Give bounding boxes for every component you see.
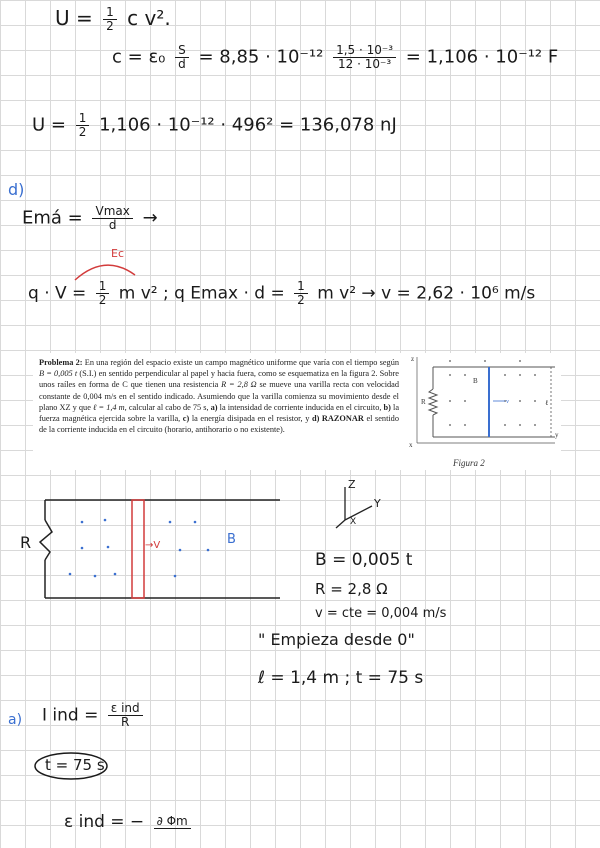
- problem-statement: [33, 353, 561, 470]
- formula-b: B = 0,005 t: [39, 369, 78, 379]
- fraction-area-distance: $\frac{\text{1,5 · 10⁻³}}{\text{12 · 10⁻³}}$: [333, 44, 396, 71]
- given-b: B = 0,005 t: [315, 550, 413, 570]
- question-a: a): [210, 402, 218, 412]
- fraction-s-over-d: $\frac{S}{d}$: [175, 44, 189, 71]
- fraction-flux-derivative: ∂ Φm: [154, 815, 191, 829]
- given-start: " Empieza desde 0": [258, 630, 415, 649]
- energy-calc-lhs: U =: [32, 114, 66, 136]
- fig-label-r: R: [421, 398, 426, 406]
- epsilon-symbol: ε₀: [148, 46, 166, 68]
- figure-2: [405, 353, 561, 470]
- energy-rhs: c v².: [127, 6, 171, 31]
- emf-derivative-formula: [64, 812, 195, 832]
- sketch-v-label: →V: [145, 540, 161, 551]
- fig-label-y: y: [555, 431, 559, 439]
- charge-voltage: q · V =: [28, 283, 87, 304]
- field-formula: [22, 205, 158, 232]
- capacitance-lhs: c =: [112, 46, 143, 68]
- given-v: v = cte = 0,004 m/s: [315, 606, 447, 621]
- given-r: R = 2,8 Ω: [315, 580, 388, 598]
- sketch-b-label: B: [227, 532, 236, 547]
- ec-label: Ec: [111, 247, 124, 260]
- part-d-label: d): [8, 180, 25, 199]
- question-b-text: la fuerza magnética ejercida sobre la varilla,: [39, 402, 400, 424]
- axis-x-label: X: [350, 517, 357, 527]
- epsilon-value: = 8,85 · 10⁻¹²: [198, 46, 324, 68]
- emf-lhs: ε ind = −: [64, 812, 145, 832]
- problem-title: Problema 2:: [39, 358, 83, 367]
- question-a-text: la intensidad de corriente inducida en el circuito,: [217, 402, 384, 412]
- problem-body-1: En una región del espacio existe un campo magnético uniforme que varía con el tiempo según: [82, 358, 399, 367]
- axis-z-label: Z: [348, 478, 356, 491]
- problem-body-4: , calcular al cabo de 75 s,: [124, 402, 211, 412]
- question-d-text: el sentido de la corriente inducida en el circuito (horario, antihorario o no existente).: [39, 414, 399, 435]
- formula-l: ℓ = 1,4 m: [92, 402, 125, 412]
- capacitance-formula: [112, 44, 558, 71]
- fig-label-z: z: [411, 355, 415, 363]
- field-lhs: Emá =: [22, 207, 83, 229]
- circled-time: t = 75 s: [45, 756, 105, 774]
- part-a-label: a): [8, 712, 23, 728]
- fraction-emf-over-r: $\frac{\text{ε ind}}{R}$: [108, 702, 143, 729]
- given-l-t: ℓ = 1,4 m ; t = 75 s: [258, 668, 424, 688]
- induced-current-lhs: I ind =: [42, 705, 99, 726]
- question-d: d) RAZONAR: [311, 414, 364, 424]
- question-c: c): [182, 414, 190, 424]
- fraction-v-over-d: $\frac{Vmax}{d}$: [92, 205, 132, 232]
- problem-body-3: se mueve una varilla recta con velocidad constante de 0,004 m/s en el sentido indicado. Asumiendo que la varilla comienza su movimiento desde el plano XZ y que: [39, 380, 399, 412]
- fraction-half-2: $\frac{1}{2}$: [76, 112, 90, 139]
- energy-calc-rhs: 1,106 · 10⁻¹² · 496² = 136,078 nJ: [99, 114, 397, 136]
- fig-label-b: B: [473, 377, 478, 385]
- axes-sketch: [330, 482, 390, 532]
- formula-r: R = 2,8 Ω: [221, 380, 257, 390]
- induced-current-formula: [42, 702, 147, 729]
- arrow-symbol: →: [142, 207, 158, 229]
- fig-label-l: ℓ: [545, 399, 549, 407]
- velocity-result: m v² → v = 2,62 · 10⁶ m/s: [317, 283, 536, 304]
- kinetic-mid: m v² ; q Emax · d =: [118, 283, 285, 304]
- capacitance-result: = 1,106 · 10⁻¹² F: [405, 46, 559, 68]
- axis-y-label: Y: [374, 497, 381, 510]
- figure-caption: Figura 2: [453, 458, 485, 468]
- question-b: b): [383, 402, 391, 412]
- fraction-half-4: $\frac{1}{2}$: [294, 280, 308, 307]
- problem-text: [39, 357, 399, 435]
- figure-2-diagram: [405, 353, 561, 470]
- fraction-half-3: $\frac{1}{2}$: [96, 280, 110, 307]
- kinetic-energy-equation: [28, 280, 535, 307]
- fraction-half: $\frac{1}{2}$: [103, 6, 117, 33]
- energy-lhs: U =: [55, 6, 93, 31]
- energy-calculation: [32, 112, 397, 139]
- question-c-text: la energía disipada en el resistor, y: [189, 414, 312, 424]
- problem-body-2: (S.I.) en sentido perpendicular al papel y hacia fuera, como se esquematiza en la figura 2. Sobre unos raíles en forma de C que tienen una resistencia: [39, 369, 399, 390]
- energy-formula: [55, 6, 171, 33]
- sketch-r-label: R: [20, 533, 32, 552]
- fig-label-v: v: [506, 399, 509, 405]
- fig-label-x: x: [409, 441, 413, 449]
